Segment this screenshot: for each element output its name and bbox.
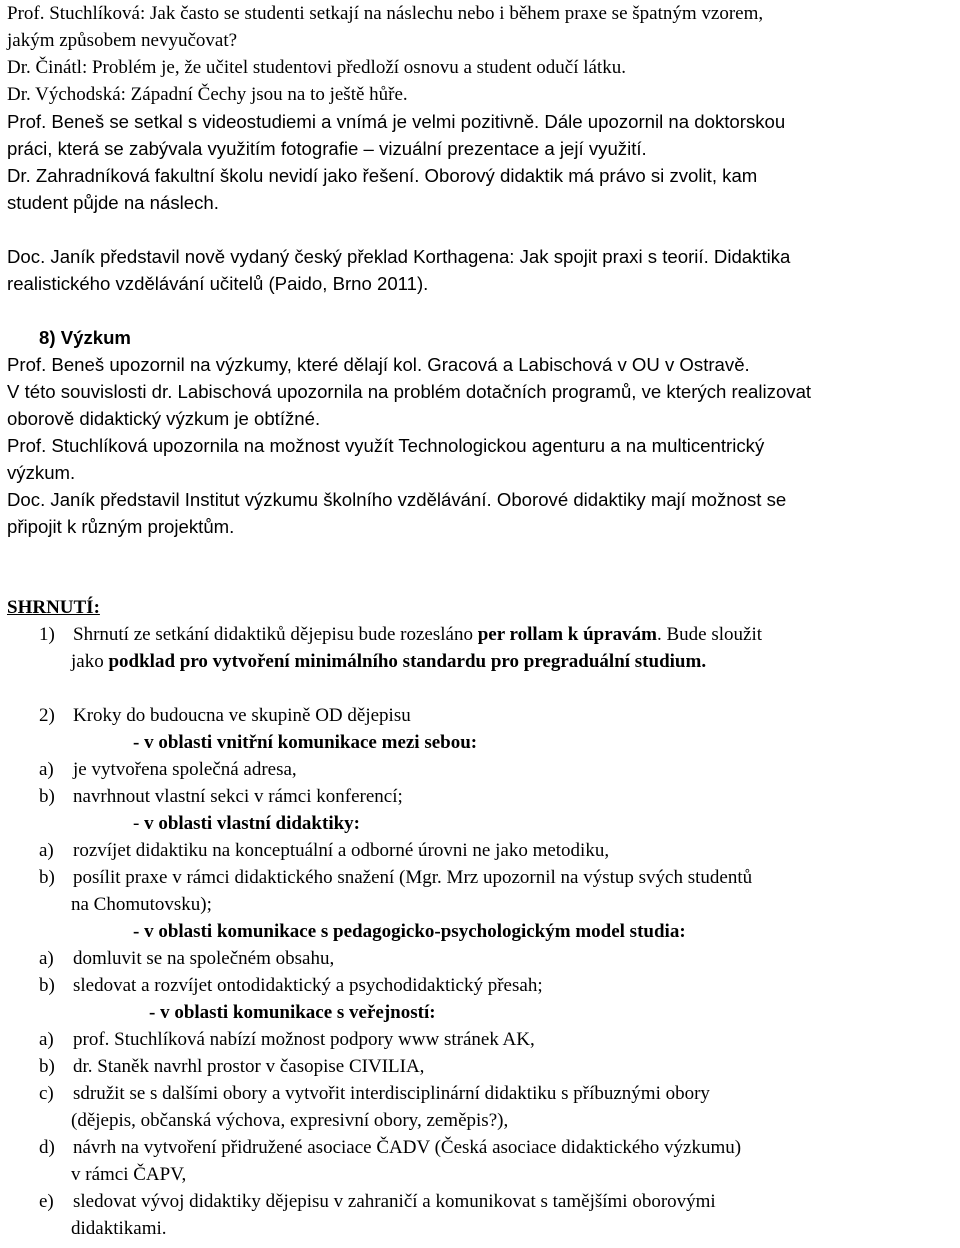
doc-note-line: realistického vzdělávání učitelů (Paido, Brno 2011).: [7, 273, 429, 294]
research-heading: 8) Výzkum: [39, 327, 131, 348]
list-item-cont: (dějepis, občanská výchova, expresivní obory, zeměpis?),: [71, 1110, 509, 1131]
list-item-cont: v rámci ČAPV,: [71, 1164, 187, 1185]
research-line: oborově didaktický výzkum je obtížné.: [7, 408, 321, 429]
subsection-heading: - v oblasti komunikace s veřejností:: [149, 1002, 436, 1023]
list-item-cont: didaktikami.: [71, 1218, 167, 1239]
list-item: d) návrh na vytvoření přidružené asociace ČADV (Česká asociace didaktického výzkumu): [39, 1137, 742, 1158]
list-item: c) sdružit se s dalšími obory a vytvořit interdisciplinární didaktiku s příbuznými obory: [39, 1083, 710, 1104]
list-item: a) domluvit se na společném obsahu,: [39, 948, 335, 969]
note-line: Dr. Zahradníková fakultní školu nevidí jako řešení. Oborový didaktik má právo si zvolit, kam: [7, 165, 758, 186]
list-item-cont: na Chomutovsku);: [71, 894, 212, 915]
note-line: práci, která se zabývala využitím fotografie – vizuální prezentace a její využití.: [7, 138, 647, 159]
summary-heading: SHRNUTÍ:: [7, 597, 100, 618]
note-line: jakým způsobem nevyučovat?: [7, 30, 238, 51]
research-line: Doc. Janík představil Institut výzkumu školního vzdělávání. Oborové didaktiky mají možnost se: [7, 489, 787, 510]
subsection-heading: - v oblasti komunikace s pedagogicko-psychologickým model studia:: [133, 921, 686, 942]
subsection-heading: - v oblasti vlastní didaktiky:: [133, 813, 360, 834]
list-item: b) navrhnout vlastní sekci v rámci konferencí;: [39, 786, 403, 807]
list-item: b) sledovat a rozvíjet ontodidaktický a psychodidaktický přesah;: [39, 975, 543, 996]
list-item: a) rozvíjet didaktiku na konceptuální a odborné úrovni ne jako metodiku,: [39, 840, 610, 861]
research-line: V této souvislosti dr. Labischová upozornila na problém dotačních programů, ve kterých realizovat: [7, 381, 812, 402]
summary-point-1: 1) Shrnutí ze setkání didaktiků dějepisu bude rozesláno per rollam k úpravám. Bude sloužit: [7, 621, 952, 648]
doc-note-line: Doc. Janík představil nově vydaný český překlad Korthagena: Jak spojit praxi s teorií. Didaktika: [7, 246, 791, 267]
list-item: a) je vytvořena společná adresa,: [39, 759, 297, 780]
note-line: Dr. Činátl: Problém je, že učitel studentovi předloží osnovu a student odučí látku.: [7, 57, 626, 78]
note-line: Prof. Stuchlíková: Jak často se studenti setkají na náslechu nebo i během praxe se špatným vzorem,: [7, 3, 764, 24]
list-item: e) sledovat vývoj didaktiky dějepisu v zahraničí a komunikovat s tamějšími oborovými: [39, 1191, 716, 1212]
research-line: výzkum.: [7, 462, 76, 483]
research-line: připojit k různým projektům.: [7, 516, 235, 537]
document-page: [7, 0, 952, 1242]
note-line: Prof. Beneš se setkal s videostudiemi a vnímá je velmi pozitivně. Dále upozornil na doktorskou: [7, 111, 786, 132]
summary-point-1-cont: jako podklad pro vytvoření minimálního standardu pro pregraduální studium.: [71, 651, 707, 672]
research-line: Prof. Stuchlíková upozornila na možnost využít Technologickou agenturu a na multicentrický: [7, 435, 765, 456]
subsection-heading: - v oblasti vnitřní komunikace mezi sebou:: [133, 732, 478, 753]
list-item: b) dr. Staněk navrhl prostor v časopise CIVILIA,: [39, 1056, 425, 1077]
note-line: student půjde na náslech.: [7, 192, 219, 213]
research-line: Prof. Beneš upozornil na výzkumy, které dělají kol. Gracová a Labischová v OU v Ostravě.: [7, 354, 750, 375]
list-item: b) posílit praxe v rámci didaktického snažení (Mgr. Mrz upozornil na výstup svých studentů: [39, 867, 753, 888]
note-line: Dr. Východská: Západní Čechy jsou na to ještě hůře.: [7, 84, 408, 105]
summary-point-2: 2) Kroky do budoucna ve skupině OD dějepisu: [7, 702, 952, 729]
list-item: a) prof. Stuchlíková nabízí možnost podpory www stránek AK,: [39, 1029, 535, 1050]
list-number: 2): [39, 705, 55, 726]
list-number: 1): [39, 624, 55, 645]
